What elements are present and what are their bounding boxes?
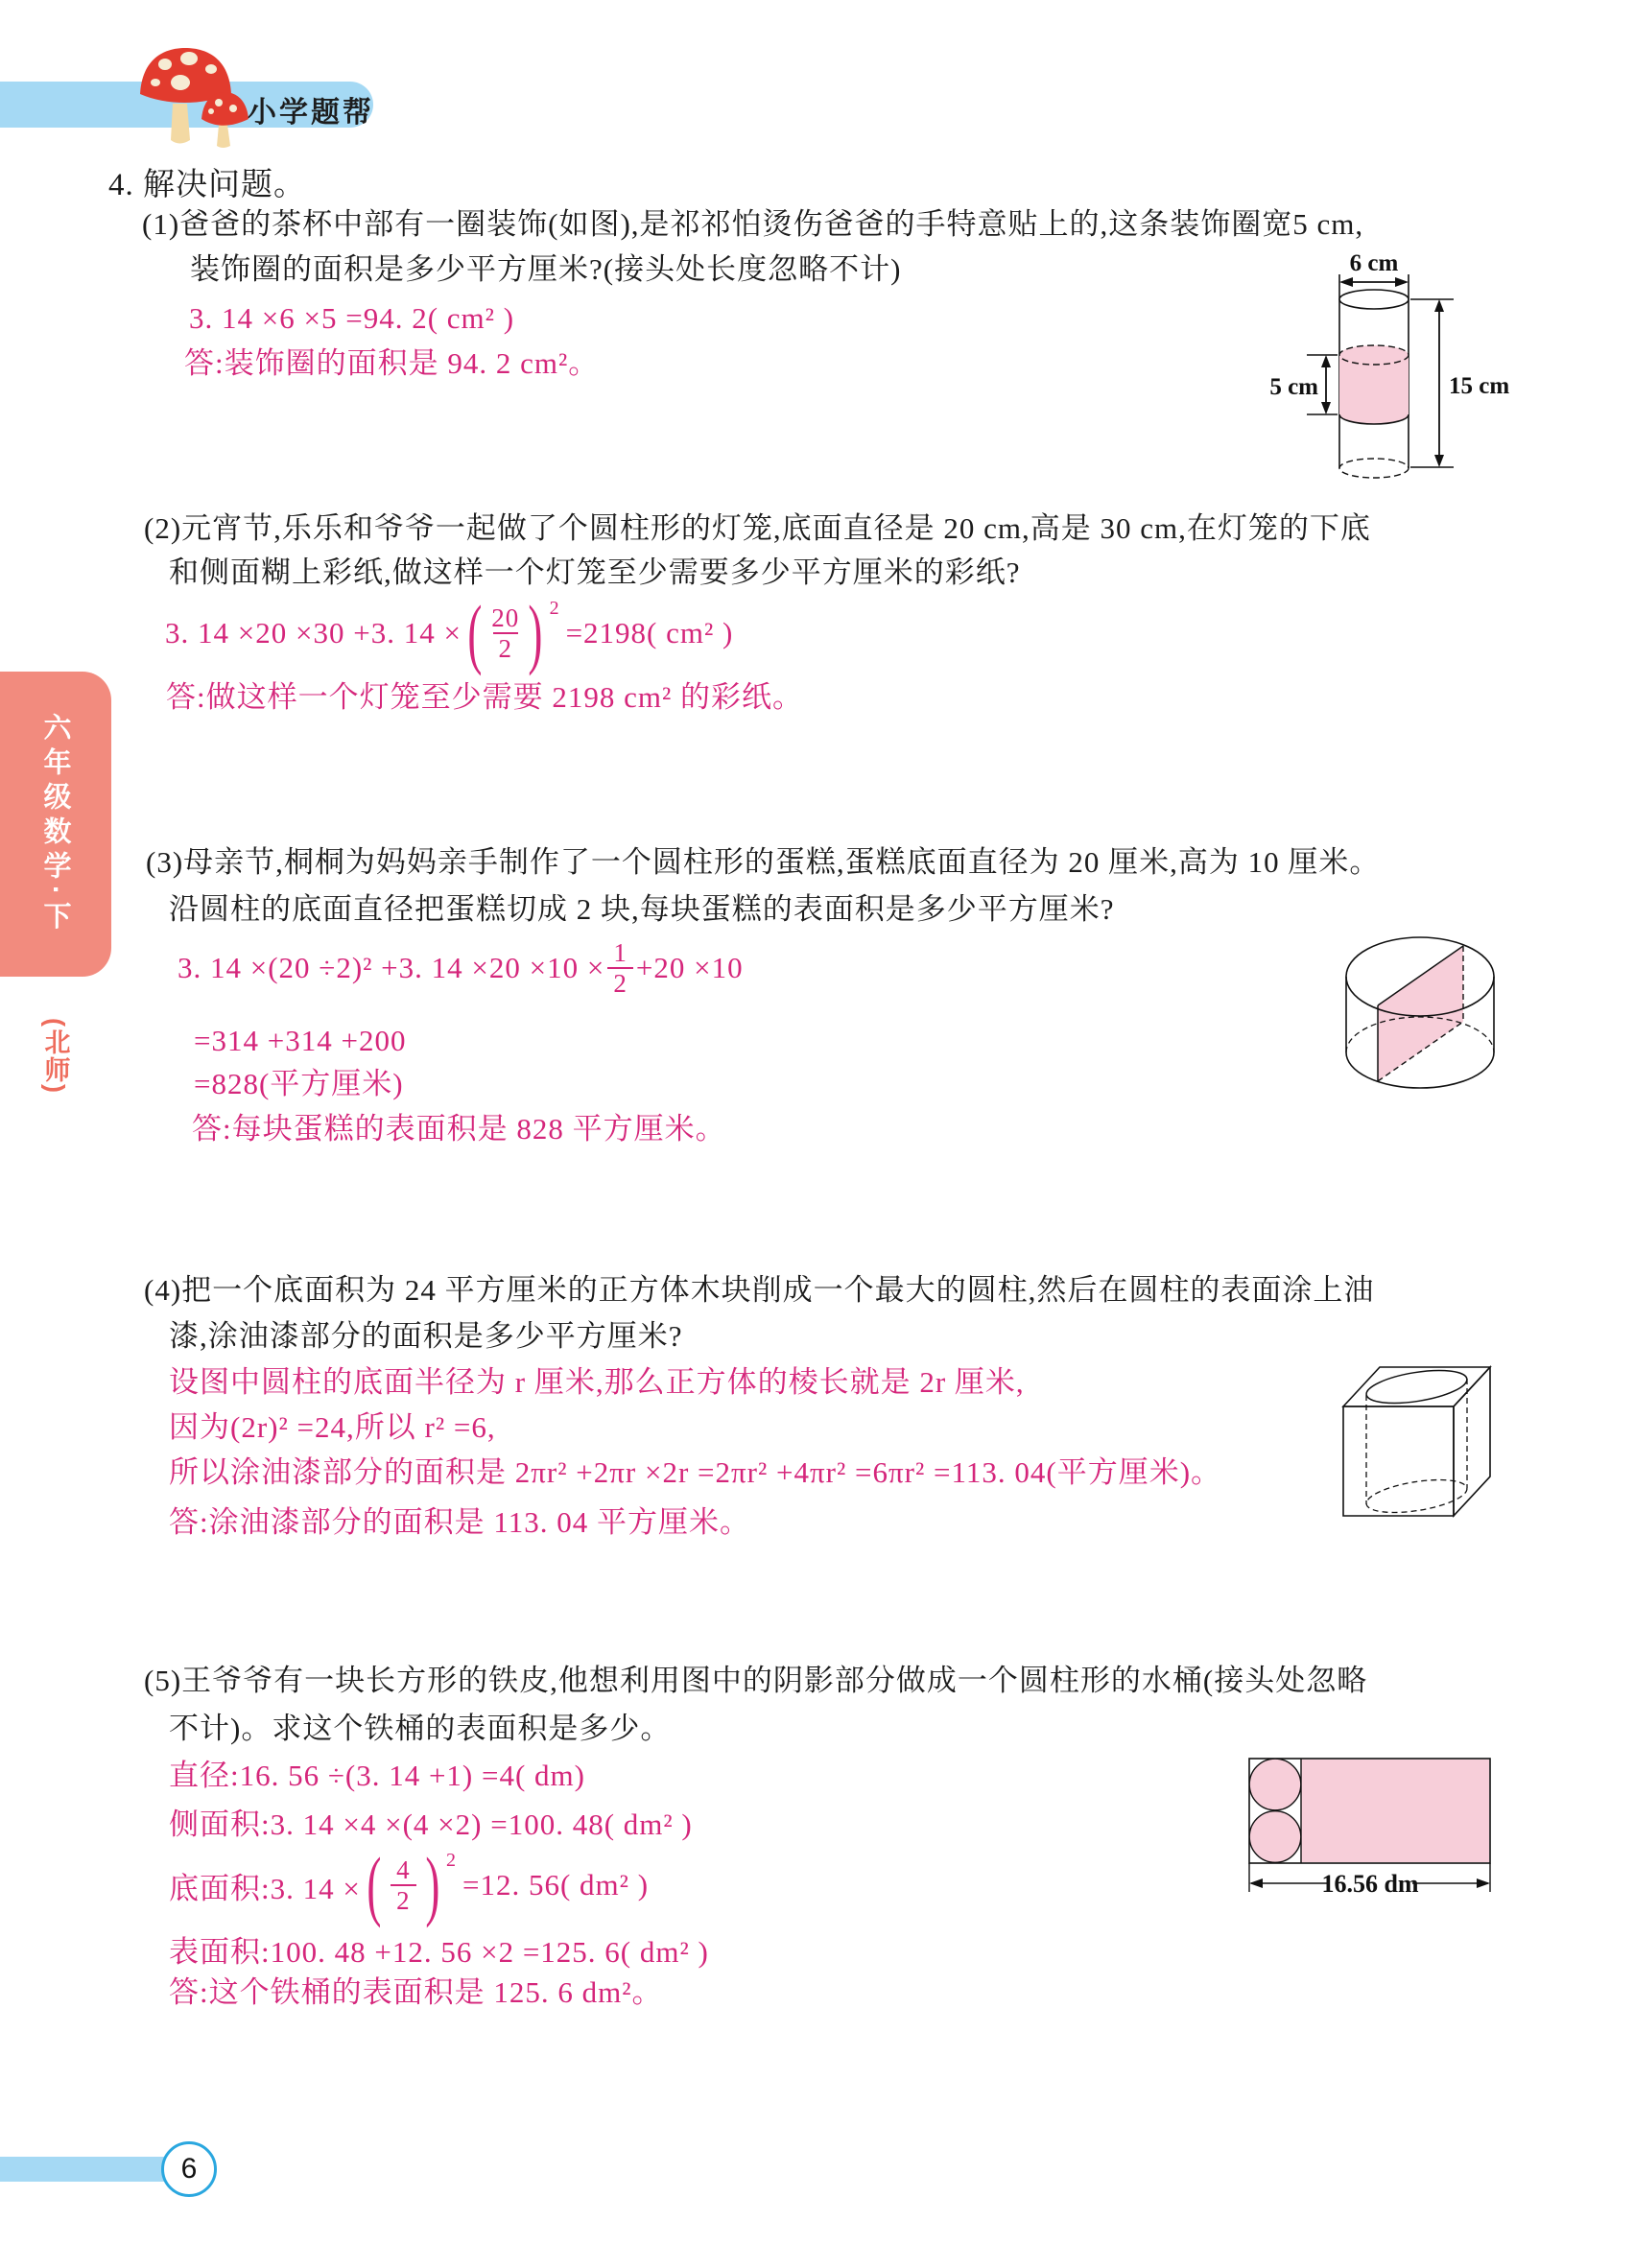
- p2-text-line1: (2)元宵节,乐乐和爷爷一起做了个圆柱形的灯笼,底面直径是 20 cm,高是 30 cm,在灯笼的下底: [144, 511, 1371, 545]
- page-number-badge: [161, 2141, 217, 2197]
- sidebar-edition-label: (北师): [40, 1018, 70, 1095]
- p2-text-line2: 和侧面糊上彩纸,做这样一个灯笼至少需要多少平方厘米的彩纸?: [169, 555, 1021, 589]
- p5-sheet-diagram: [1247, 1756, 1502, 1904]
- open-paren: (: [467, 589, 483, 676]
- sidebar-edition: [0, 994, 111, 1119]
- p1-solution: 3. 14 ×6 ×5 =94. 2( cm² ): [189, 301, 515, 335]
- p4-text-line2: 漆,涂油漆部分的面积是多少平方厘米?: [169, 1319, 683, 1353]
- p5-formula-pre: 底面积:3. 14 ×: [169, 1871, 361, 1905]
- p2-formula-fraction: $\frac{20}{2}$: [491, 602, 520, 663]
- p1-cup-diagram: [1257, 240, 1516, 494]
- brand-title: 小学题帮: [248, 97, 374, 129]
- p2-formula-pre: 3. 14 ×20 ×30 +3. 14 ×: [165, 616, 462, 650]
- p2-solution-formula: [165, 589, 734, 676]
- p3-step3: =828(平方厘米): [194, 1067, 404, 1100]
- p5-solution-surface: 表面积:100. 48 +12. 56 ×2 =125. 6( dm² ): [169, 1935, 709, 1969]
- sidebar-grade-tab: [0, 672, 111, 977]
- p1-text-line2: 装饰圈的面积是多少平方厘米?(接头处长度忽略不计): [190, 252, 902, 286]
- p5-formula-post: =12. 56( dm² ): [462, 1868, 650, 1902]
- p3-formula-fraction: $\frac{1}{2}$: [607, 938, 633, 998]
- p3-formula-pre: 3. 14 ×(20 ÷2)² +3. 14 ×20 ×10 ×: [178, 951, 605, 984]
- p1-text-line1: (1)爸爸的茶杯中部有一圈装饰(如图),是祁祁怕烫伤爸爸的手特意贴上的,这条装饰圈宽5 cm,: [142, 207, 1364, 241]
- p5-solution-lateral: 侧面积:3. 14 ×4 ×(4 ×2) =100. 48( dm² ): [169, 1807, 693, 1841]
- p2-formula-exponent: 2: [549, 597, 560, 619]
- p5-label-width: 16.56 dm: [1321, 1870, 1419, 1898]
- p4-cube-cylinder-diagram: [1334, 1360, 1506, 1528]
- close-paren: ): [425, 1841, 440, 1928]
- p1-answer: 答:装饰圈的面积是 94. 2 cm²。: [184, 346, 600, 380]
- p1-label-diameter: 6 cm: [1349, 250, 1399, 276]
- p3-cake-diagram: [1329, 897, 1607, 1113]
- p3-formula-post: +20 ×10: [635, 951, 744, 984]
- p3-text-line1: (3)母亲节,桐桐为妈妈亲手制作了一个圆柱形的蛋糕,蛋糕底面直径为 20 厘米,高为 10 厘米。: [146, 845, 1381, 879]
- p5-text-line1: (5)王爷爷有一块长方形的铁皮,他想利用图中的阴影部分做成一个圆柱形的水桶(接头处忽略: [144, 1664, 1368, 1697]
- p4-solution-step3: 所以涂油漆部分的面积是 2πr² +2πr ×2r =2πr² +4πr² =6πr² =113. 04(平方厘米)。: [169, 1455, 1222, 1489]
- p3-answer: 答:每块蛋糕的表面积是 828 平方厘米。: [192, 1112, 726, 1146]
- p2-answer: 答:做这样一个灯笼至少需要 2198 cm² 的彩纸。: [166, 680, 804, 714]
- p3-solution-formula: [178, 936, 744, 1000]
- p4-answer: 答:涂油漆部分的面积是 113. 04 平方厘米。: [169, 1505, 750, 1539]
- p5-formula-exponent: 2: [445, 1849, 457, 1871]
- p4-solution-step1: 设图中圆柱的底面半径为 r 厘米,那么正方体的棱长就是 2r 厘米,: [169, 1365, 1025, 1399]
- p1-label-band: 5 cm: [1269, 374, 1318, 400]
- p5-solution-base-formula: [169, 1841, 650, 1928]
- p2-formula-post: =2198( cm² ): [565, 616, 734, 650]
- p5-text-line2: 不计)。求这个铁桶的表面积是多少。: [169, 1712, 672, 1745]
- footer-bar: [0, 2157, 165, 2182]
- p4-solution-step2: 因为(2r)² =24,所以 r² =6,: [169, 1410, 496, 1444]
- p5-answer: 答:这个铁桶的表面积是 125. 6 dm²。: [169, 1975, 663, 2009]
- open-paren: (: [367, 1841, 382, 1928]
- close-paren: ): [528, 589, 544, 676]
- p3-step2: =314 +314 +200: [194, 1024, 407, 1057]
- p4-text-line1: (4)把一个底面积为 24 平方厘米的正方体木块削成一个最大的圆柱,然后在圆柱的表面涂上油: [144, 1273, 1375, 1307]
- p5-formula-fraction: $\frac{4}{2}$: [391, 1855, 416, 1915]
- p1-label-height: 15 cm: [1449, 373, 1510, 399]
- p5-solution-diameter: 直径:16. 56 ÷(3. 14 +1) =4( dm): [169, 1759, 585, 1792]
- sidebar-grade-label: 六年级数学·下: [39, 712, 71, 936]
- p3-text-line2: 沿圆柱的底面直径把蛋糕切成 2 块,每块蛋糕的表面积是多少平方厘米?: [169, 892, 1115, 926]
- page-number: 6: [180, 2153, 198, 2185]
- section-title: 4. 解决问题。: [108, 168, 306, 202]
